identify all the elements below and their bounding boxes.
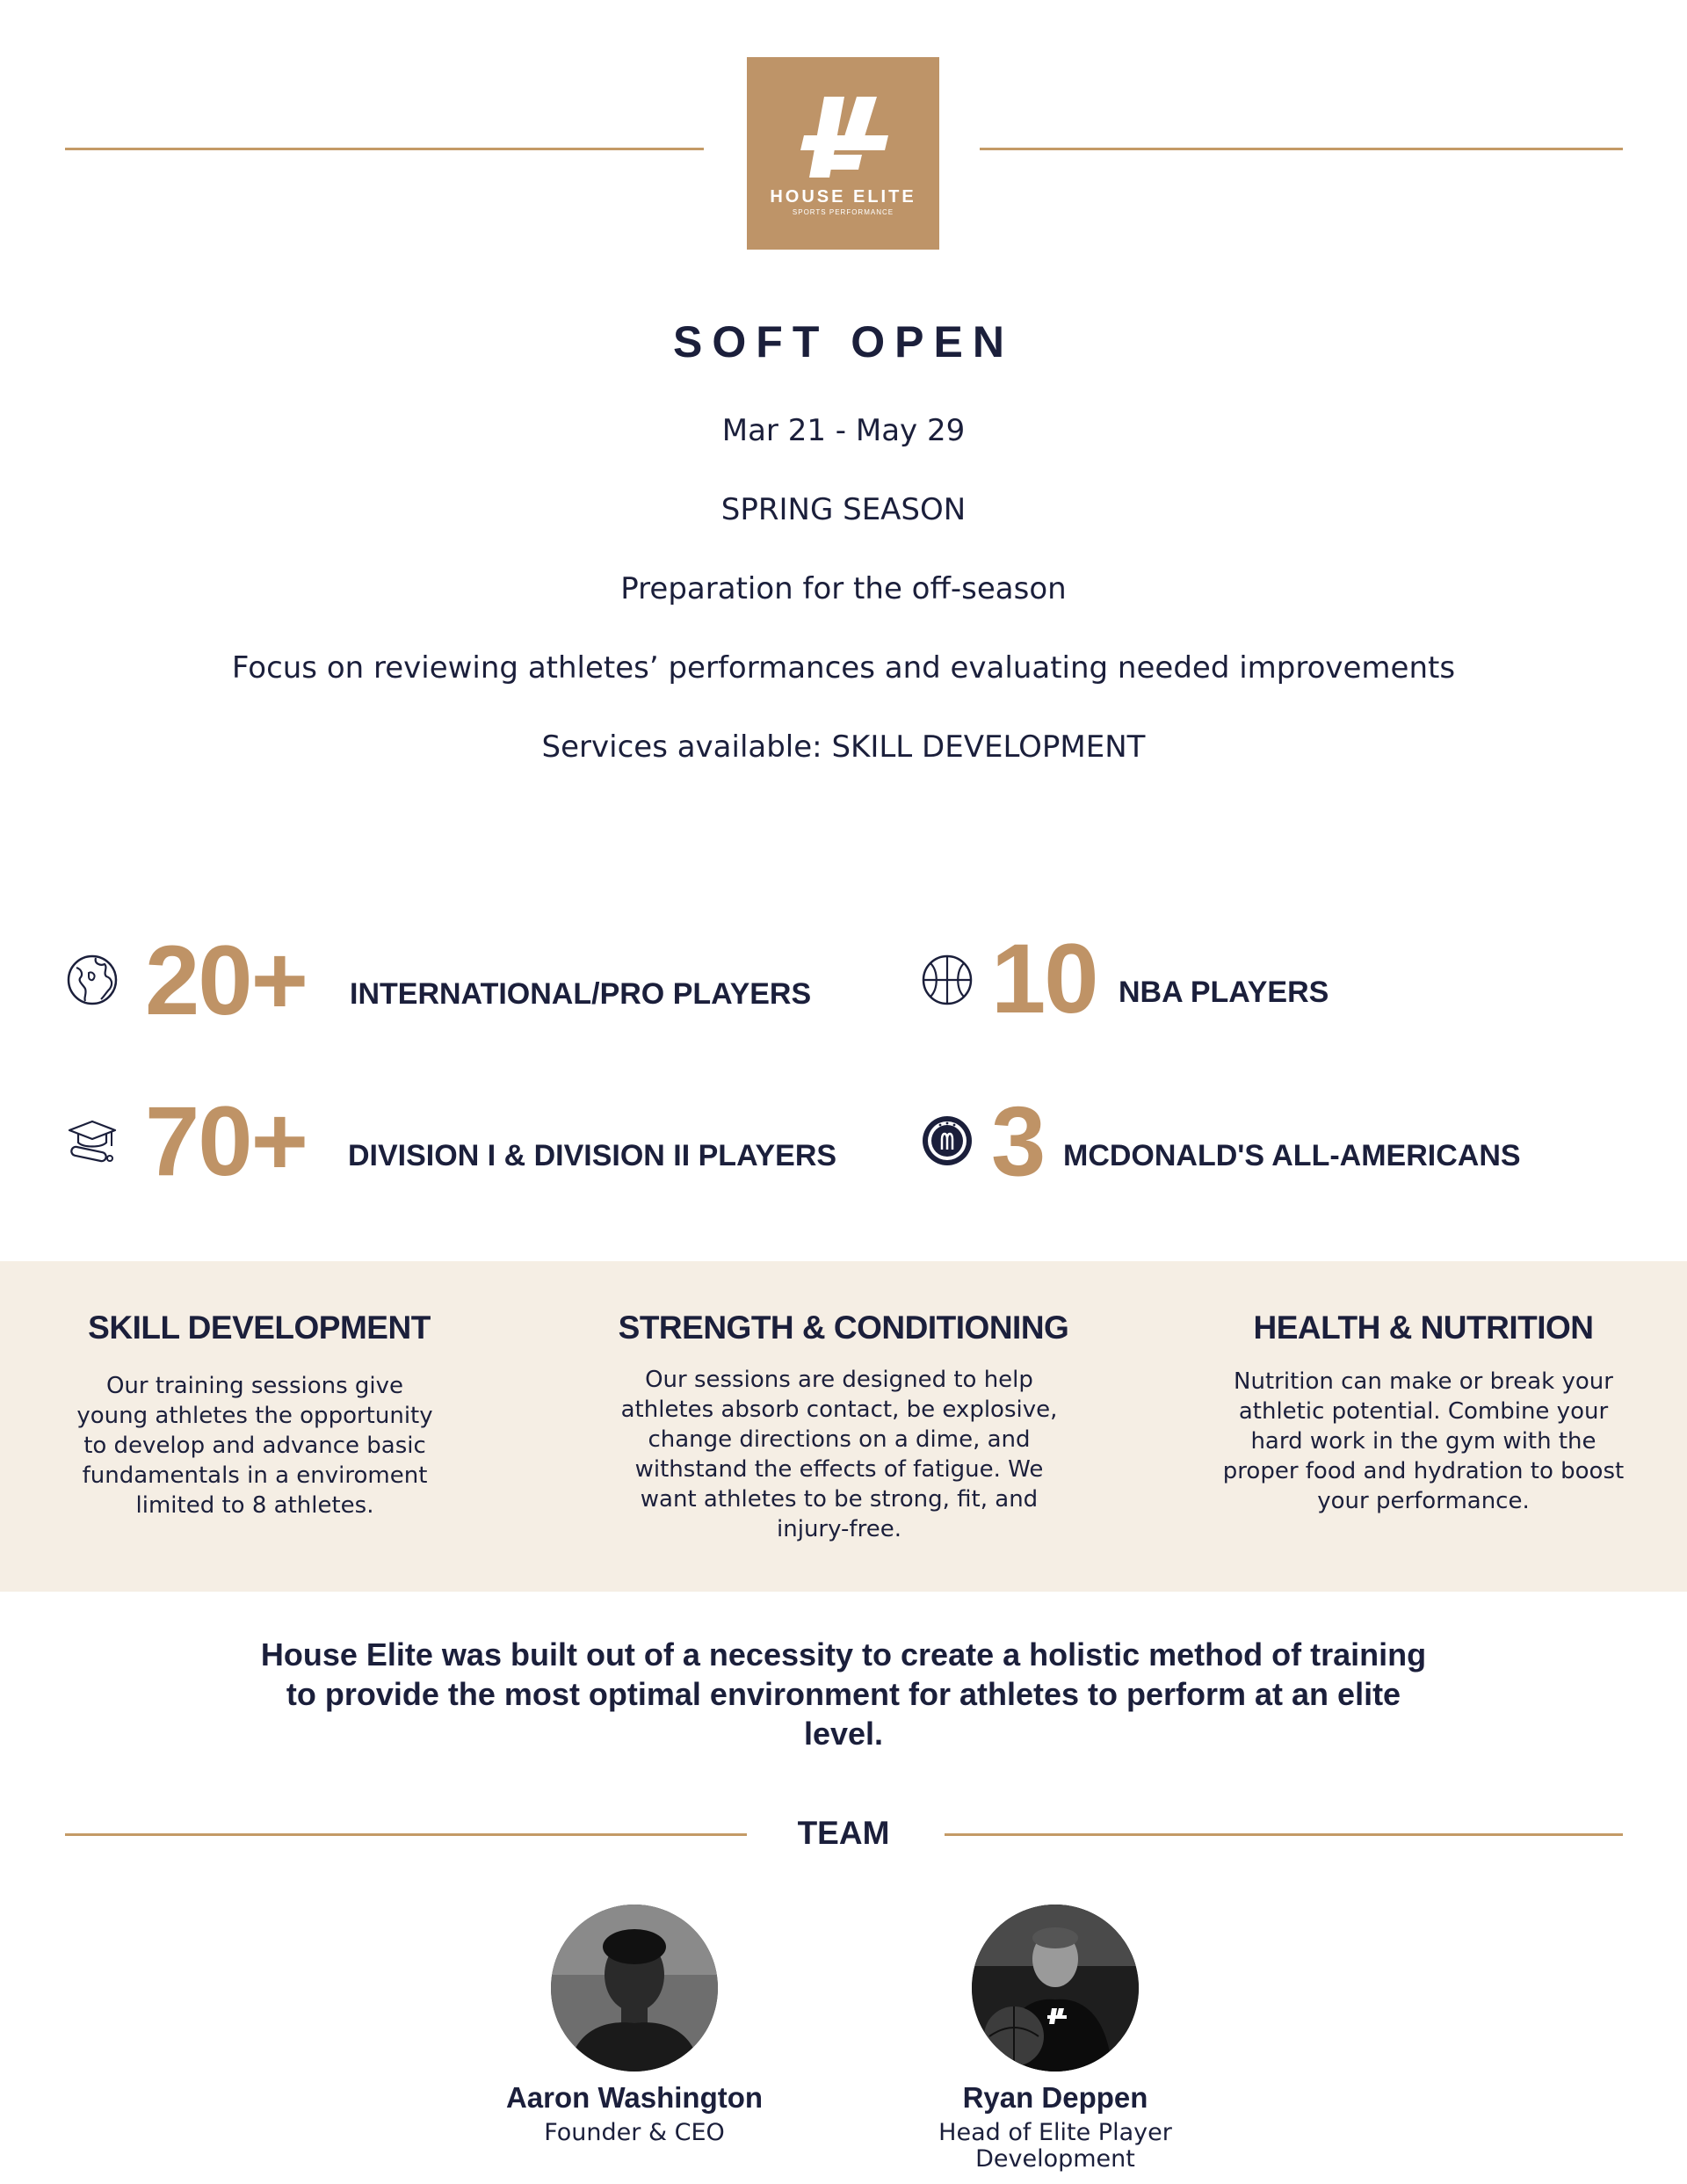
house-elite-mark-icon <box>747 57 939 250</box>
globe-icon <box>66 954 119 1006</box>
member-name: Aaron Washington <box>505 2081 764 2114</box>
house-elite-logo <box>747 57 939 250</box>
stat-value: 70+ <box>145 1086 307 1196</box>
service-text-health: Nutrition can make or break your athletic potential. Combine your hard work in the gym with the proper food and hydration to boost your performance. <box>1222 1368 1625 1514</box>
logo-brand-name: HOUSE ELITE <box>770 187 916 207</box>
team-heading: TEAM <box>797 1815 890 1851</box>
person-photo-icon <box>551 1905 718 2072</box>
stat-value: 3 <box>991 1086 1045 1196</box>
service-title-strength: STRENGTH & CONDITIONING <box>618 1310 1069 1346</box>
page-title: SOFT OPEN <box>673 317 1014 366</box>
stat-value: 10 <box>991 924 1097 1034</box>
stat-value: 20+ <box>145 925 307 1035</box>
services-available: Services available: SKILL DEVELOPMENT <box>541 729 1146 765</box>
header-divider-left <box>65 148 704 150</box>
service-text-skill: Our training sessions give young athletes the opportunity to develop and advance basic fundamentals in a enviroment limited to 8 athletes. <box>76 1373 433 1519</box>
member-name: Ryan Deppen <box>962 2081 1148 2114</box>
service-text-strength: Our sessions are designed to help athletes absorb contact, be explosive, change directions on a dime, and withstand the effects of fatigue. We want athletes to be strong, fit, and injury-free. <box>620 1367 1058 1542</box>
mission-statement: House Elite was built out of a necessity to create a holistic method of training to provide the most optimal environment for athletes to perform at an elite level. <box>260 1636 1427 1752</box>
season-name: SPRING SEASON <box>720 492 967 527</box>
graduation-cap-icon <box>66 1114 119 1167</box>
season-dates: Mar 21 - May 29 <box>721 413 966 448</box>
header-divider-right <box>980 148 1623 150</box>
service-title-skill: SKILL DEVELOPMENT <box>88 1310 431 1346</box>
avatar <box>972 1905 1139 2072</box>
service-title-health: HEALTH & NUTRITION <box>1253 1310 1594 1346</box>
stat-label: NBA PLAYERS <box>1119 976 1329 1009</box>
member-role: Founder & CEO <box>544 2119 725 2146</box>
avatar <box>551 1905 718 2072</box>
team-divider-right <box>945 1833 1623 1836</box>
stat-label: DIVISION I & DIVISION II PLAYERS <box>348 1139 837 1172</box>
season-subtitle: Preparation for the off-season <box>620 571 1067 606</box>
team-divider-left <box>65 1833 747 1836</box>
services-band <box>0 1261 1687 1592</box>
stat-label: INTERNATIONAL/PRO PLAYERS <box>350 977 812 1011</box>
stat-label: MCDONALD'S ALL-AMERICANS <box>1063 1139 1521 1172</box>
logo-tagline: SPORTS PERFORMANCE <box>792 208 894 216</box>
season-focus: Focus on reviewing athletes’ performances and evaluating needed improvements <box>231 650 1456 686</box>
basketball-icon <box>921 954 974 1006</box>
member-role: Head of Elite Player Development <box>938 2119 1172 2173</box>
person-photo-icon <box>972 1905 1139 2072</box>
mcdonalds-all-american-icon <box>921 1114 974 1167</box>
